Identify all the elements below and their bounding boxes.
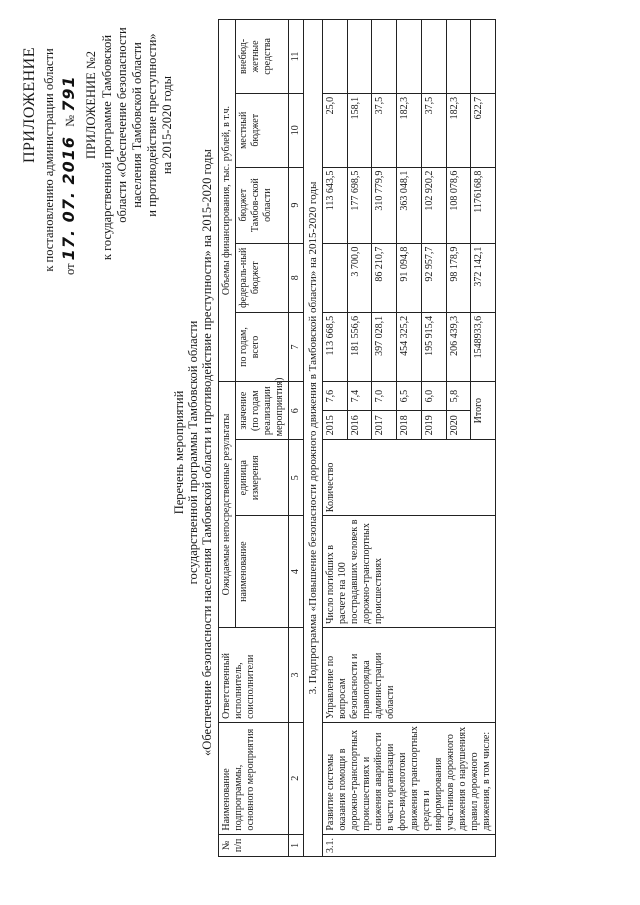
header-funding-extra: внебюд-жетные средства [236, 20, 289, 94]
appendix-line5: на 2015-2020 годы [160, 75, 174, 175]
handwritten-date: 17. 07. 2016 [59, 135, 78, 261]
row-unit: Количество [323, 440, 496, 516]
total-cell: 206 439,3 [446, 312, 471, 381]
subprogram-row: 3. Подпрограмма «Повышение безопасности дорожного движения в Тамбовской области» на 2015-2020 годы [304, 20, 323, 857]
value-cell: 7,6 [323, 382, 348, 411]
header-result-name: наименование [236, 516, 289, 628]
extra-cell [372, 20, 397, 94]
federal-cell: 91 094,8 [397, 243, 422, 312]
col-number-7: 7 [289, 312, 304, 381]
appendix-line3: населения Тамбовской области [130, 42, 144, 208]
col-number-10: 10 [289, 93, 304, 167]
appendix-line2: области «Обеспечение безопасности [115, 27, 129, 223]
table-row [323, 20, 348, 857]
regional-cell: 108 078,6 [446, 167, 471, 243]
row-name: Развитие системы оказания помощи в дорожно-транспортных происшествиях и снижения аварийности в части организации фото-видеопотоки движения транспортных средств и информирования участников дорожного движения о нарушениях правил дорожного движения, в том числе: [323, 722, 496, 834]
date-prefix: от [63, 263, 77, 275]
decree-title: ПРИЛОЖЕНИЕ [21, 47, 38, 164]
handwritten-number: 791 [59, 75, 78, 112]
header-result-unit: единица измерения [236, 440, 289, 516]
regional-cell: 102 920,2 [421, 167, 446, 243]
list-program: «Обеспечение безопасности населения Тамбовской области и противодействие преступности» на 2015-2020 годы [200, 149, 214, 756]
regional-cell: 310 779,9 [372, 167, 397, 243]
header-name: Наименование подпрограммы, основного мероприятия [219, 722, 289, 834]
col-number-4: 4 [289, 516, 304, 628]
value-cell: 6,5 [397, 382, 422, 411]
header-funding: Объемы финансирования, тыс. рублей, в т.ч. [219, 20, 236, 382]
header-funding-total: по годам, всего [236, 312, 289, 381]
appendix-line1: к государственной программе Тамбовской [100, 34, 114, 261]
local-cell: 158,1 [347, 93, 372, 167]
col-number-8: 8 [289, 243, 304, 312]
extra-cell [421, 20, 446, 94]
header-result-value: значение (по годам реализации мероприятия) [236, 382, 289, 440]
col-number-3: 3 [289, 627, 304, 722]
col-number-5: 5 [289, 440, 304, 516]
total-cell: 181 556,6 [347, 312, 372, 381]
extra-cell [347, 20, 372, 94]
col-number-1: 1 [289, 834, 304, 856]
regional-cell: 113 643,5 [323, 167, 348, 243]
value-cell: 7,0 [372, 382, 397, 411]
measures-table [218, 19, 496, 857]
number-prefix: № [63, 114, 77, 127]
regional-cell: 363 048,1 [397, 167, 422, 243]
local-cell: 25,0 [323, 93, 348, 167]
extra-cell [323, 20, 348, 94]
total-extra [471, 20, 496, 94]
row-executor: Управление по вопросам безопасности и правопорядка администрации области [323, 627, 496, 722]
list-title: Перечень мероприятий [172, 390, 186, 515]
federal-cell: 86 210,7 [372, 243, 397, 312]
local-cell: 182,3 [446, 93, 471, 167]
total-regional: 1176168,8 [471, 167, 496, 243]
appendix-line4: и противодействие преступности» [145, 33, 159, 217]
header-num: № п/п [219, 834, 289, 856]
decree-line1: к постановлению администрации области [42, 48, 56, 272]
year-cell: 2020 [446, 411, 471, 440]
year-cell: 2019 [421, 411, 446, 440]
col-number-6: 6 [289, 382, 304, 440]
year-cell: 2016 [347, 411, 372, 440]
total-cell: 454 325,2 [397, 312, 422, 381]
list-subtitle: государственной программы Тамбовской области [186, 320, 200, 585]
federal-cell: 92 957,7 [421, 243, 446, 312]
header-funding-federal: федераль-ный бюджет [236, 243, 289, 312]
header-funding-local: местный бюджет [236, 93, 289, 167]
value-cell: 6,0 [421, 382, 446, 411]
total-local: 622,7 [471, 93, 496, 167]
col-number-11: 11 [289, 20, 304, 94]
value-cell: 7,4 [347, 382, 372, 411]
local-cell: 182,3 [397, 93, 422, 167]
appendix-title: ПРИЛОЖЕНИЕ №2 [84, 50, 98, 160]
header-results: Ожидаемые непосредственные результаты [219, 382, 236, 628]
col-number-2: 2 [289, 722, 304, 834]
decree-date-line [59, 5, 78, 275]
col-number-9: 9 [289, 167, 304, 243]
total-sum: 1548933,6 [471, 312, 496, 381]
local-cell: 37,5 [421, 93, 446, 167]
row-indicator: Число погибших в расчете на 100 пострадавших человек в дорожно-транспортных происшествиях [323, 516, 496, 628]
value-cell: 5,8 [446, 382, 471, 411]
extra-cell [397, 20, 422, 94]
federal-cell: 3 700,0 [347, 243, 372, 312]
header-funding-regional: бюджет Тамбов-ской области [236, 167, 289, 243]
total-label: Итого [471, 382, 496, 440]
total-cell: 397 028,1 [372, 312, 397, 381]
local-cell: 37,5 [372, 93, 397, 167]
total-federal: 372 142,1 [471, 243, 496, 312]
total-cell: 195 915,4 [421, 312, 446, 381]
header-executor: Ответственный исполнитель, соисполнители [219, 627, 289, 722]
year-cell: 2017 [372, 411, 397, 440]
total-cell: 113 668,5 [323, 312, 348, 381]
federal-cell [323, 243, 348, 312]
regional-cell: 177 698,5 [347, 167, 372, 243]
year-cell: 2015 [323, 411, 348, 440]
extra-cell [446, 20, 471, 94]
row-number: 3.1. [323, 834, 496, 856]
year-cell: 2018 [397, 411, 422, 440]
federal-cell: 98 178,9 [446, 243, 471, 312]
